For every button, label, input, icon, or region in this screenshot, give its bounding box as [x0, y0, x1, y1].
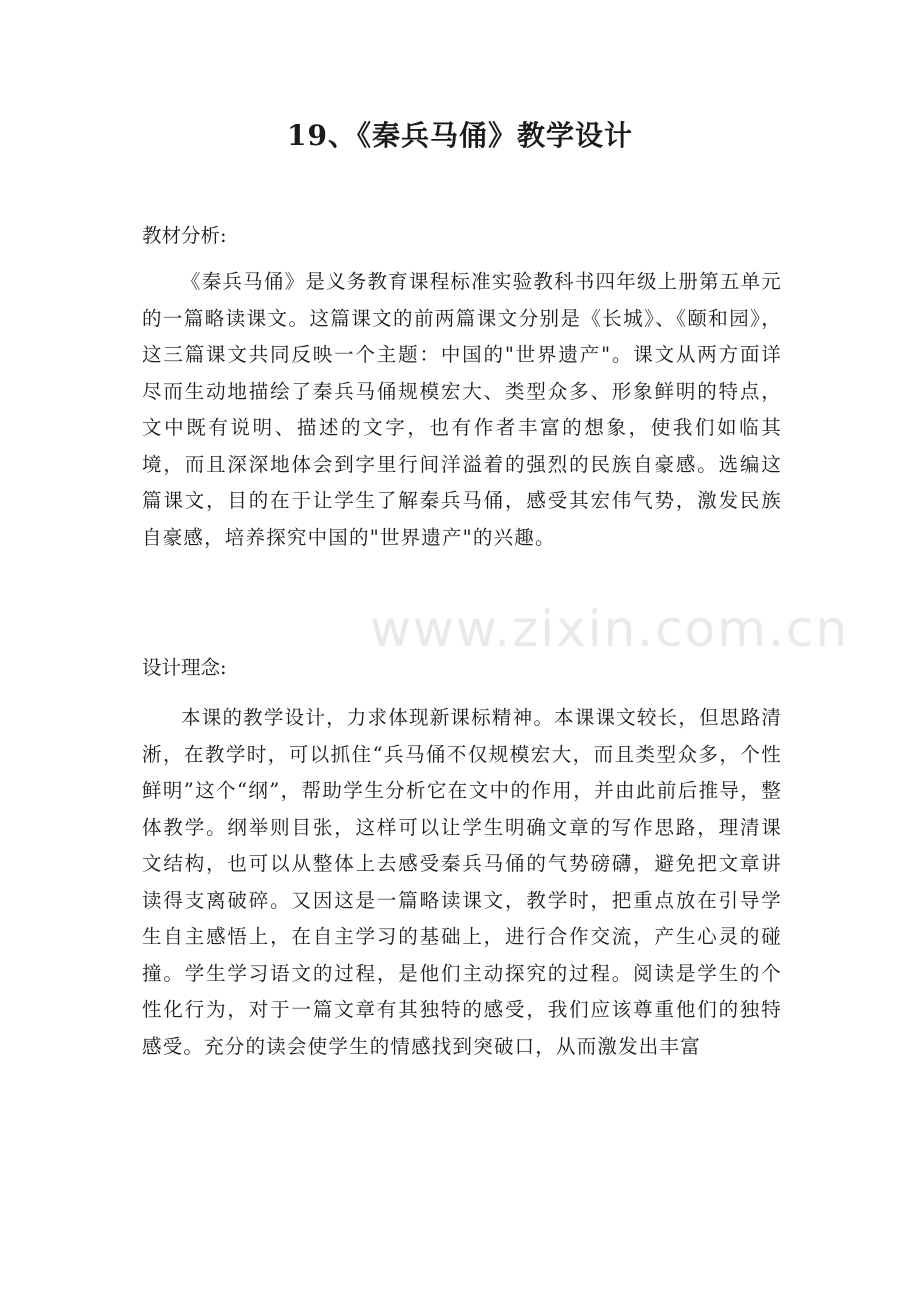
- paragraph-concept: 本课的教学设计，力求体现新课标精神。本课课文较长，但思路清淅，在教学时，可以抓住“兵马俑不仅规模宏大，而且类型众多，个性鲜明”这个“纲”，帮助学生分析它在文中的作用，并由此前后推导，整体教学。纲举则目张，这样可以让学生明确文章的写作思路，理清课文结构，也可以从整体上去感受秦兵马俑的气势磅礴，避免把文章讲读得支离破碎。又因这是一篇略读课文，教学时，把重点放在引导学生自主感悟上，在自主学习的基础上，进行合作交流，产生心灵的碰撞。学生学习语文的过程，是他们主动探究的过程。阅读是学生的个性化行为，对于一篇文章有其独特的感受，我们应该尊重他们的独特感受。充分的读会使学生的情感找到突破口，从而激发出丰富: [142, 706, 782, 1058]
- section-heading-materials: 教材分析:: [142, 224, 227, 247]
- section-materials: [142, 264, 782, 556]
- watermark: www.zixin.com.cn: [370, 600, 850, 658]
- section-heading-concept: 设计理念:: [142, 656, 227, 679]
- paragraph-materials: 《秦兵马俑》是义务教育课程标准实验教科书四年级上册第五单元的一篇略读课文。这篇课文的前两篇课文分别是《长城》、《颐和园》，这三篇课文共同反映一个主题：中国的"世界遗产"。课文从两方面详尽而生动地描绘了秦兵马俑规模宏大、类型众多、形象鲜明的特点，文中既有说明、描述的文字，也有作者丰富的想象，使我们如临其境，而且深深地体会到字里行间洋溢着的强烈的民族自豪感。选编这篇课文，目的在于让学生了解秦兵马俑，感受其宏伟气势，激发民族自豪感，培养探究中国的"世界遗产"的兴趣。: [142, 270, 782, 549]
- page-title: 19、《秦兵马俑》教学设计: [287, 119, 633, 152]
- section-concept: [142, 700, 782, 1065]
